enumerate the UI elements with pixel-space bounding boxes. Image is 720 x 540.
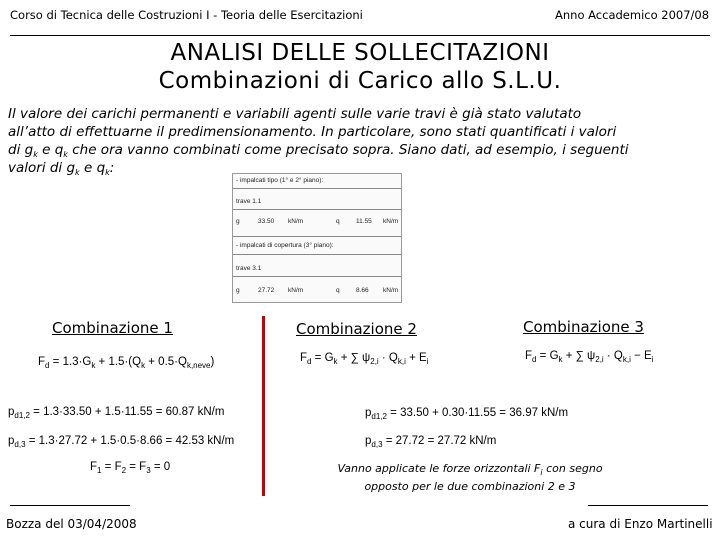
sub: 2 (121, 466, 127, 475)
note-text: con segno (542, 462, 603, 475)
footer-right-rule (588, 505, 708, 506)
formula-part: = F (126, 461, 147, 473)
body-line-3-sub-k1: k (33, 150, 38, 159)
page-subtitle: Combinazioni di Carico allo S.L.U. (158, 68, 562, 94)
course-title: Corso di Tecnica delle Costruzioni I - Teoria delle Esercitazioni (10, 8, 363, 22)
body-line-3-a: di g (8, 142, 34, 158)
sub: k (558, 355, 563, 364)
table-row-g1 (236, 218, 399, 225)
sub: 1 (97, 466, 102, 475)
column-separator (262, 316, 265, 496)
sub: d,3 (371, 440, 383, 449)
combination-2-formula (300, 352, 428, 366)
p-d3-comb2 (365, 435, 496, 449)
p-symbol: p (365, 435, 372, 447)
sub: i (651, 355, 654, 364)
sub: d1,2 (371, 412, 387, 421)
table-divider (233, 236, 401, 237)
g2-value: 27.72 (258, 287, 275, 294)
body-line-4-sub-k2: k (105, 168, 110, 177)
formula-part: = G (536, 350, 559, 362)
unit-label: kN/m (288, 218, 304, 225)
body-line-4-a: valori di g (8, 160, 76, 176)
page-title: ANALISI DELLE SOLLECITAZIONI (170, 40, 550, 66)
p-d12-comb1 (8, 406, 224, 420)
note-line-2: opposto per le due combinazioni 2 e 3 (364, 480, 576, 493)
formula-part: = G (311, 352, 334, 364)
sub: i (540, 468, 543, 477)
table-divider (233, 209, 401, 210)
table-trave-2: trave 3.1 (236, 265, 262, 272)
body-line-4-b: e q (79, 160, 106, 176)
p-d12-comb2 (365, 407, 568, 421)
sub: k,neve (186, 361, 211, 370)
formula-part: = 33.50 + 0.30·11.55 = 36.97 kN/m (386, 407, 569, 419)
footer-left-rule (10, 505, 130, 506)
formula-part: ) (210, 356, 215, 368)
note-text: Vanno applicate le forze orizzontali F (337, 462, 541, 475)
sub: d (532, 355, 537, 364)
body-line-3-b: e q (37, 142, 64, 158)
q-label: q (336, 218, 340, 225)
body-line-3-c: che ora vanno combinati come precisato sopra. Siano dati, ad esempio, i seguenti (67, 142, 629, 158)
sub: k (333, 357, 338, 366)
sub: i (426, 357, 429, 366)
g1-value: 33.50 (258, 218, 275, 225)
unit-label: kN/m (288, 287, 304, 294)
unit-label: kN/m (383, 218, 399, 225)
horizontal-forces-note (320, 462, 620, 494)
body-line-4-c: : (109, 160, 115, 176)
g-label: g (236, 218, 240, 225)
formula-part: = 1.3·33.50 + 1.5·11.55 = 60.87 kN/m (29, 406, 225, 418)
formula-part: + 0.5·Q (145, 356, 187, 368)
table-divider (233, 188, 401, 189)
sub: 2,i (595, 355, 604, 364)
combination-3-formula (525, 350, 653, 364)
p-symbol: p (8, 406, 15, 418)
header-divider (10, 35, 710, 36)
q-label: q (336, 287, 340, 294)
sub: 3 (146, 466, 151, 475)
sub: k,i (622, 355, 631, 364)
body-line-4-sub-k1: k (75, 168, 80, 177)
combination-1-formula (38, 356, 214, 370)
sub: d (45, 361, 50, 370)
formula-part: + 1.5·(Q (95, 356, 142, 368)
combination-3-label: Combinazione 3 (523, 318, 644, 336)
formula-part: · Q (603, 350, 623, 362)
table-divider (233, 254, 401, 255)
f-symbol: F (38, 356, 46, 368)
note-line-1 (320, 462, 620, 480)
formula-part: = F (101, 461, 122, 473)
formula-part: = 1.3·G (49, 356, 92, 368)
q1-value: 11.55 (356, 218, 372, 225)
body-line-1: Il valore dei carichi permanenti e variabili agenti sulle varie travi è già stato valutato (8, 106, 582, 122)
formula-part: + ∑ ψ (337, 352, 371, 364)
combination-1-label: Combinazione 1 (52, 319, 173, 337)
academic-year: Anno Accademico 2007/08 (555, 8, 710, 22)
formula-part: = 27.72 = 27.72 kN/m (382, 435, 497, 447)
g-label: g (236, 287, 240, 294)
combination-2-label: Combinazione 2 (296, 320, 417, 338)
table-section-2: - impalcati di copertura (3° piano): (236, 242, 334, 249)
formula-part: − E (630, 350, 652, 362)
draft-date: Bozza del 03/04/2008 (6, 517, 137, 531)
table-trave-1: trave 1.1 (236, 198, 262, 205)
sub: d1,2 (14, 411, 30, 420)
table-section-1: - impalcati tipo (1° e 2° piano): (236, 177, 324, 184)
body-line-2: all’atto di effettuarne il predimensionamento. In particolare, sono stati quantificati i valori (8, 124, 617, 140)
formula-part: + E (405, 352, 427, 364)
sub: d,3 (14, 440, 26, 449)
loads-table-image (232, 173, 402, 303)
sub: d (307, 357, 312, 366)
p-symbol: p (365, 407, 372, 419)
f-symbol: F (300, 352, 308, 364)
sub: k (141, 361, 146, 370)
p-d3-comb1 (8, 435, 234, 449)
f-symbol: F (525, 350, 533, 362)
sub: 2,i (370, 357, 379, 366)
f-symbol: F (90, 461, 98, 473)
table-divider (233, 276, 401, 277)
horizontal-forces-eq (90, 461, 170, 475)
table-row-g2 (236, 287, 399, 294)
body-line-3-sub-k2: k (63, 150, 68, 159)
unit-label: kN/m (383, 287, 399, 294)
formula-part: = 1.3·27.72 + 1.5·0.5·8.66 = 42.53 kN/m (25, 435, 235, 447)
p-symbol: p (8, 435, 15, 447)
author: a cura di Enzo Martinelli (568, 517, 713, 531)
q2-value: 8.66 (356, 287, 369, 294)
sub: k (91, 361, 96, 370)
formula-part: + ∑ ψ (562, 350, 596, 362)
formula-part: = 0 (150, 461, 171, 473)
sub: k,i (397, 357, 406, 366)
formula-part: · Q (378, 352, 398, 364)
